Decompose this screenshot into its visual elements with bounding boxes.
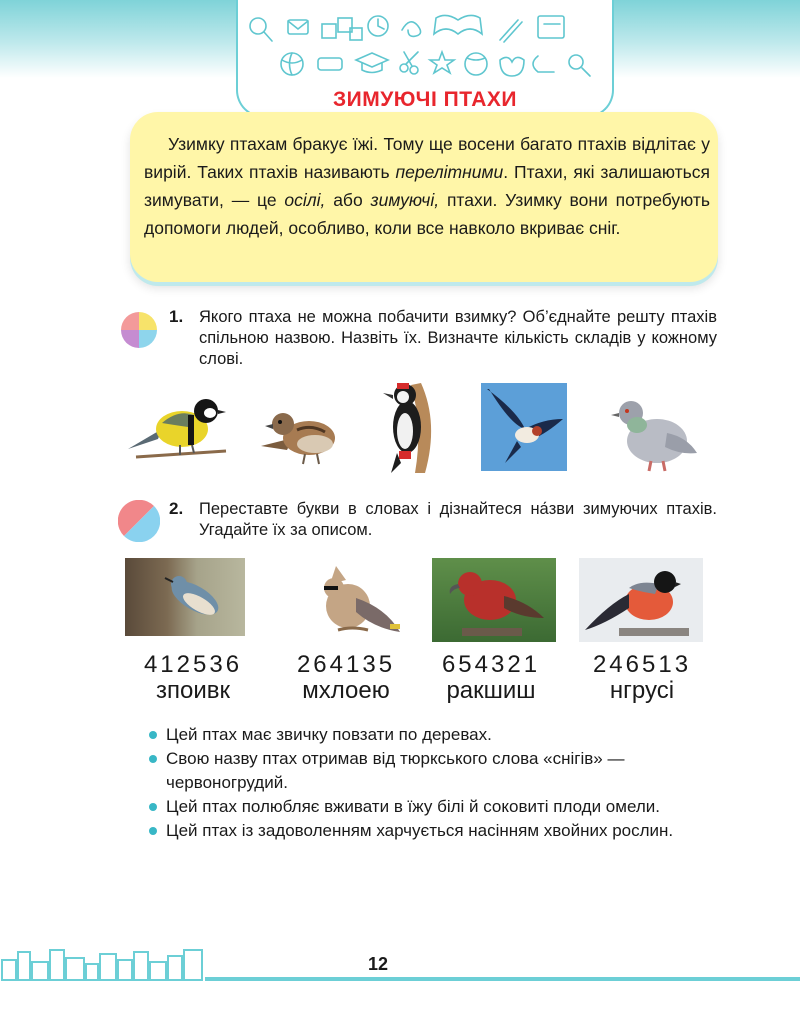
clue-item: Цей птах із задоволенням харчується насінням хвойних рослин. bbox=[148, 819, 718, 843]
scrambled-word-3 bbox=[421, 651, 561, 703]
clue-item: Свою назву птах отримав від тюркського слова «снігів» — червоногрудий. bbox=[148, 747, 718, 795]
two-color-task-icon bbox=[118, 500, 160, 542]
pen-icon bbox=[500, 20, 522, 42]
clock-icon bbox=[368, 16, 388, 36]
bullfinch-photo bbox=[579, 558, 703, 642]
magnifier-icon-2 bbox=[569, 55, 590, 76]
woodpecker-image bbox=[383, 379, 443, 475]
bullet-icon bbox=[149, 827, 157, 835]
abc-blocks-icon bbox=[322, 18, 362, 40]
task-2-number: 2. bbox=[169, 499, 184, 518]
letter-order-digits: 246513 bbox=[592, 651, 692, 678]
school-doodles bbox=[238, 0, 616, 86]
four-color-task-icon bbox=[118, 309, 160, 351]
bullet-icon bbox=[149, 803, 157, 811]
task-2-text: Переставте букви в словах і дізнайтеся на́зви зимуючих птахів. Угадайте їх за описом. bbox=[199, 500, 717, 539]
scrambled-letters: зпоивк bbox=[155, 677, 230, 704]
scrambled-word-2 bbox=[276, 651, 416, 703]
clue-item: Цей птах полюбляє вживати в їжу білі й соковиті плоди омели. bbox=[148, 795, 718, 819]
open-book-icon bbox=[434, 15, 482, 34]
graduation-cap-icon bbox=[356, 53, 388, 73]
letter-order-digits: 412536 bbox=[143, 651, 243, 678]
pigeon-image bbox=[609, 389, 701, 475]
bullet-icon bbox=[149, 755, 157, 763]
scrambled-word-4 bbox=[572, 651, 712, 703]
tube-icon bbox=[533, 56, 554, 72]
scrambled-word-1 bbox=[123, 651, 263, 703]
magnifier-icon bbox=[250, 18, 272, 41]
bullet-icon bbox=[149, 731, 157, 739]
waxwing-photo bbox=[300, 558, 408, 642]
letter-order-digits: 654321 bbox=[441, 651, 541, 678]
nuthatch-photo bbox=[125, 558, 245, 636]
crossbill-photo bbox=[432, 558, 556, 642]
scrambled-letters: нгрусі bbox=[609, 677, 675, 704]
swallow-image bbox=[481, 383, 567, 471]
intro-paragraph: Узимку птахам бракує їжі. Тому ще восени багато птахів відлітає у вирій. Таких птахів називають перелітними. Птахи, які залишаються зимувати, — це осілі, або зимуючі, птахи. Узимку вони потребують допомоги людей, особливо, коли все навколо вкриває сніг. bbox=[144, 134, 711, 238]
scrambled-letters: ракшиш bbox=[446, 677, 536, 704]
globe-icon bbox=[465, 53, 487, 75]
clue-list bbox=[148, 723, 718, 843]
scissors-icon bbox=[400, 52, 418, 74]
letter-order-digits: 264135 bbox=[296, 651, 396, 678]
sparrow-image bbox=[257, 398, 357, 470]
star-icon bbox=[430, 52, 454, 73]
city-skyline-icon bbox=[0, 946, 205, 982]
task-1-text: Якого птаха не можна побачити взимку? Об’єднайте решту птахів спільною назвою. Назвіть їх. Визначте кількість складів у кожному слові. bbox=[199, 308, 717, 368]
title-tab bbox=[236, 0, 614, 118]
page-title: ЗИМУЮЧІ ПТАХИ bbox=[333, 88, 517, 111]
ball-icon bbox=[281, 53, 303, 75]
great-tit-image bbox=[122, 385, 232, 467]
scrambled-letters: мхлоею bbox=[302, 677, 390, 704]
page-number: 12 bbox=[368, 954, 389, 974]
apple-icon bbox=[500, 57, 524, 76]
clue-item: Цей птах має звичку повзати по деревах. bbox=[148, 723, 718, 747]
footer-rule bbox=[205, 977, 800, 981]
paperclip-icon bbox=[402, 22, 421, 37]
book-icon bbox=[538, 16, 564, 38]
envelope-icon bbox=[288, 20, 308, 34]
task-1-number: 1. bbox=[169, 307, 184, 326]
eraser-icon bbox=[318, 58, 342, 70]
